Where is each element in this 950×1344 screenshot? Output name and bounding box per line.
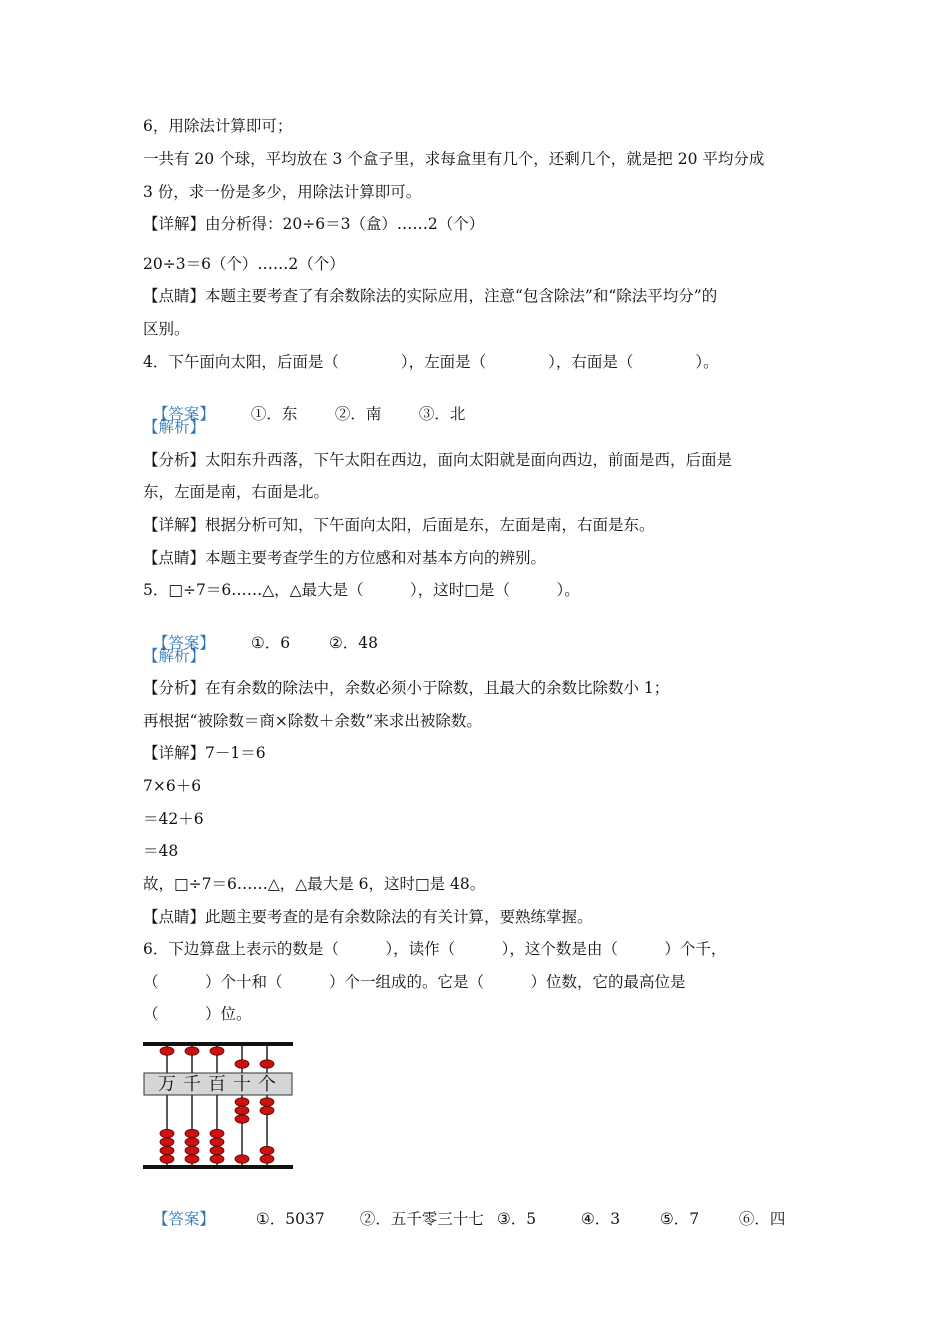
answer-option: ①．6	[250, 634, 291, 652]
answer-row-q6	[143, 1189, 785, 1229]
answer-option: ⑤．7	[659, 1210, 700, 1228]
abacus-bead	[160, 1129, 174, 1137]
text-line: 【详解】7－1＝6	[143, 744, 266, 762]
abacus-bead	[185, 1047, 199, 1055]
analysis-label: 【解析】	[143, 418, 206, 436]
abacus-place-label: 十	[233, 1074, 251, 1095]
text-line: （ ）个十和（ ）个一组成的。它是（ ）位数，它的最高位是	[143, 973, 686, 991]
abacus-diagram	[143, 1040, 298, 1175]
text-line: 【点睛】本题主要考查学生的方位感和对基本方向的辨别。	[143, 549, 547, 567]
answer-option: ③．北	[418, 405, 466, 423]
abacus-bead	[160, 1146, 174, 1154]
abacus-bead	[185, 1138, 199, 1146]
answer-label: 【答案】	[152, 1210, 215, 1228]
answer-option: ②．五千零三十七	[359, 1210, 484, 1228]
answer-option: ①．东	[250, 405, 298, 423]
abacus-bead	[235, 1060, 249, 1068]
answer-option: ①．5037	[255, 1210, 325, 1228]
text-line: 【详解】由分析得：20÷6＝3（盒）……2（个）	[143, 215, 485, 233]
text-line: 【点睛】此题主要考查的是有余数除法的有关计算，要熟练掌握。	[143, 908, 593, 926]
text-line: 20÷3＝6（个）……2（个）	[143, 255, 345, 273]
text-line: 故，□÷7＝6……△，△最大是 6，这时□是 48。	[143, 875, 486, 893]
abacus-bead	[160, 1155, 174, 1163]
abacus-place-label: 百	[208, 1074, 226, 1095]
text-line: 再根据“被除数＝商×除数＋余数”来求出被除数。	[143, 712, 482, 730]
abacus-bead	[160, 1047, 174, 1055]
text-line: 【分析】太阳东升西落，下午太阳在西边，面向太阳就是面向西边，前面是西，后面是	[143, 451, 733, 469]
question-6: 6．下边算盘上表示的数是（ ），读作（ ），这个数是由（ ）个千，	[143, 940, 727, 958]
text-line: ＝42＋6	[143, 810, 204, 828]
text-line: 3 份，求一份是多少，用除法计算即可。	[143, 183, 422, 201]
abacus-place-label: 万	[158, 1074, 176, 1095]
abacus-bead	[210, 1155, 224, 1163]
text-line: 区别。	[143, 320, 190, 338]
text-line: 东，左面是南，右面是北。	[143, 483, 330, 501]
abacus-bead	[260, 1155, 274, 1163]
question-4: 4．下午面向太阳，后面是（ ），左面是（ ），右面是（ ）。	[143, 353, 719, 371]
text-line: 【详解】根据分析可知，下午面向太阳，后面是东，左面是南，右面是东。	[143, 516, 655, 534]
abacus-bead	[260, 1098, 274, 1106]
abacus-bead	[160, 1138, 174, 1146]
text-line: 一共有 20 个球，平均放在 3 个盒子里，求每盒里有几个，还剩几个，就是把 20 平均分成	[143, 150, 765, 168]
abacus-place-label: 千	[183, 1074, 201, 1095]
abacus-bead	[260, 1146, 274, 1154]
text-line: 【点睛】本题主要考查了有余数除法的实际应用，注意“包含除法”和“除法平均分”的	[143, 287, 718, 305]
abacus-bead	[185, 1155, 199, 1163]
answer-label: 【答案】	[152, 405, 215, 423]
answer-option: ⑥．四	[738, 1210, 786, 1228]
text-line: ＝48	[143, 842, 179, 860]
answer-label: 【答案】	[152, 634, 215, 652]
abacus-bead	[235, 1106, 249, 1114]
abacus-bead	[210, 1047, 224, 1055]
analysis-label: 【解析】	[143, 647, 206, 665]
answer-option: ②．南	[334, 405, 382, 423]
text-line: （ ）位。	[143, 1005, 252, 1023]
answer-option: ④．3	[580, 1210, 621, 1228]
abacus-bead	[210, 1129, 224, 1137]
abacus-bead	[235, 1098, 249, 1106]
text-line: 7×6＋6	[143, 777, 202, 795]
text-line: 【分析】在有余数的除法中，余数必须小于除数，且最大的余数比除数小 1；	[143, 679, 670, 697]
abacus-bottom-bar	[143, 1165, 293, 1169]
abacus-bead	[210, 1138, 224, 1146]
abacus-bead	[210, 1146, 224, 1154]
abacus-bead	[235, 1155, 249, 1163]
abacus-top-bar	[143, 1042, 293, 1046]
abacus-bead	[260, 1106, 274, 1114]
abacus-bead	[185, 1129, 199, 1137]
answer-option: ②．48	[328, 634, 378, 652]
abacus-place-label: 个	[258, 1074, 276, 1095]
text-line: 6，用除法计算即可；	[143, 117, 293, 135]
answer-option: ③．5	[496, 1210, 537, 1228]
abacus-bead	[185, 1146, 199, 1154]
question-5: 5．□÷7＝6……△，△最大是（ ），这时□是（ ）。	[143, 581, 580, 599]
abacus-bead	[260, 1060, 274, 1068]
abacus-bead	[235, 1115, 249, 1123]
